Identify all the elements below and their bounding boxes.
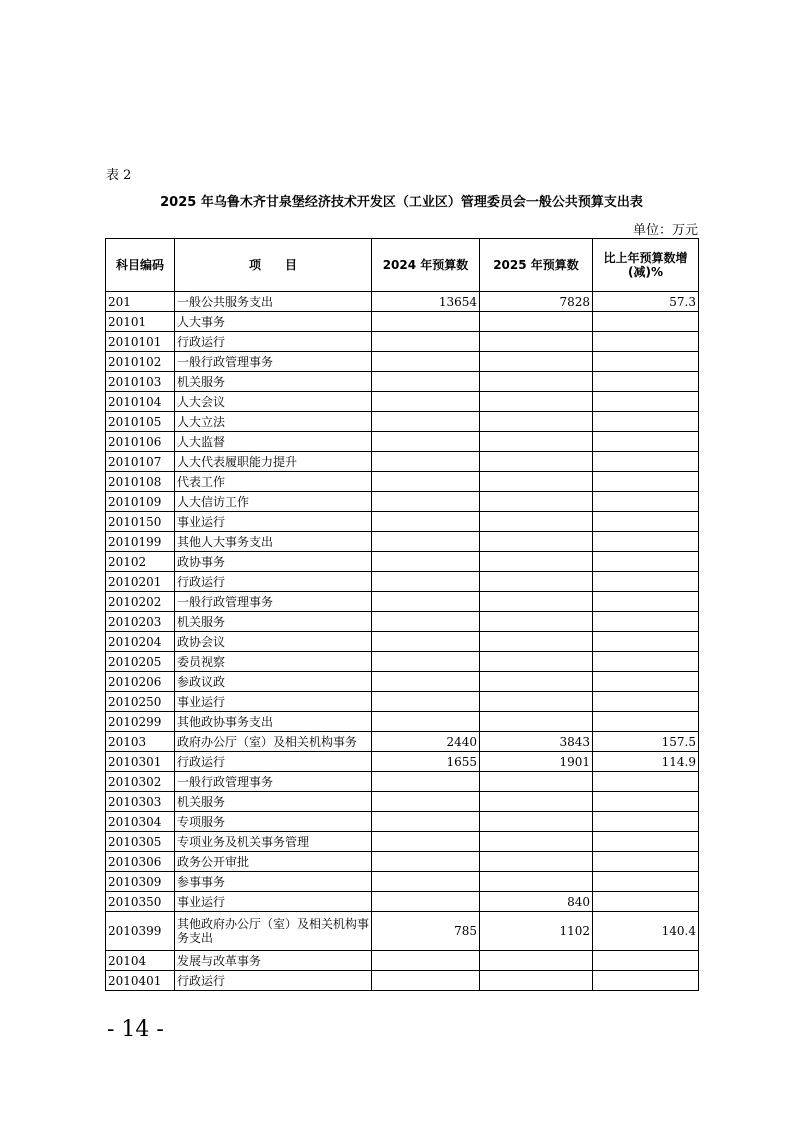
cell-change-percent	[593, 652, 699, 672]
cell-item-name: 事业运行	[175, 512, 372, 532]
table-row	[106, 971, 699, 991]
table-row	[106, 472, 699, 492]
cell-code: 2010101	[106, 332, 175, 352]
cell-item-name: 政协会议	[175, 632, 372, 652]
table-row	[106, 752, 699, 772]
cell-budget-2025	[480, 772, 593, 792]
table-header-row	[106, 239, 699, 292]
cell-item-name: 其他政府办公厅（室）及相关机构事务支出	[175, 912, 372, 951]
table-row	[106, 792, 699, 812]
cell-budget-2025	[480, 792, 593, 812]
cell-budget-2025	[480, 612, 593, 632]
cell-budget-2024	[372, 971, 480, 991]
cell-item-name: 委员视察	[175, 652, 372, 672]
cell-code: 2010108	[106, 472, 175, 492]
cell-item-name: 其他人大事务支出	[175, 532, 372, 552]
table-row	[106, 832, 699, 852]
cell-code: 2010203	[106, 612, 175, 632]
cell-change-percent	[593, 592, 699, 612]
cell-code: 2010250	[106, 692, 175, 712]
table-row	[106, 572, 699, 592]
cell-budget-2024	[372, 432, 480, 452]
cell-item-name: 其他政协事务支出	[175, 712, 372, 732]
cell-budget-2025	[480, 951, 593, 971]
cell-budget-2024: 13654	[372, 292, 480, 312]
budget-table	[105, 238, 699, 991]
cell-change-percent	[593, 832, 699, 852]
table-row	[106, 872, 699, 892]
cell-budget-2024	[372, 392, 480, 412]
cell-item-name: 一般行政管理事务	[175, 592, 372, 612]
cell-budget-2025	[480, 432, 593, 452]
cell-budget-2024	[372, 412, 480, 432]
table-row	[106, 951, 699, 971]
cell-budget-2025	[480, 512, 593, 532]
cell-item-name: 一般行政管理事务	[175, 772, 372, 792]
cell-change-percent	[593, 632, 699, 652]
cell-code: 2010206	[106, 672, 175, 692]
cell-change-percent	[593, 312, 699, 332]
table-row	[106, 392, 699, 412]
cell-change-percent	[593, 572, 699, 592]
cell-change-percent	[593, 392, 699, 412]
cell-budget-2025	[480, 712, 593, 732]
cell-budget-2025	[480, 372, 593, 392]
table-row	[106, 892, 699, 912]
cell-change-percent	[593, 492, 699, 512]
cell-change-percent: 114.9	[593, 752, 699, 772]
cell-code: 2010104	[106, 392, 175, 412]
cell-budget-2024	[372, 772, 480, 792]
cell-budget-2025	[480, 672, 593, 692]
cell-item-name: 一般公共服务支出	[175, 292, 372, 312]
cell-budget-2025	[480, 852, 593, 872]
cell-change-percent	[593, 552, 699, 572]
table-row	[106, 292, 699, 312]
page-number: - 14 -	[107, 1017, 164, 1042]
cell-item-name: 机关服务	[175, 372, 372, 392]
cell-budget-2025: 1901	[480, 752, 593, 772]
table-row	[106, 652, 699, 672]
cell-budget-2025	[480, 452, 593, 472]
table-row	[106, 712, 699, 732]
cell-code: 2010306	[106, 852, 175, 872]
table-row	[106, 732, 699, 752]
cell-budget-2024	[372, 552, 480, 572]
cell-change-percent	[593, 971, 699, 991]
cell-budget-2024	[372, 852, 480, 872]
cell-code: 2010202	[106, 592, 175, 612]
cell-budget-2024	[372, 532, 480, 552]
table-row	[106, 312, 699, 332]
cell-change-percent	[593, 472, 699, 492]
cell-change-percent	[593, 792, 699, 812]
cell-change-percent	[593, 512, 699, 532]
cell-budget-2024	[372, 872, 480, 892]
cell-budget-2025	[480, 492, 593, 512]
cell-code: 2010304	[106, 812, 175, 832]
cell-change-percent	[593, 951, 699, 971]
cell-code: 2010305	[106, 832, 175, 852]
cell-code: 2010303	[106, 792, 175, 812]
cell-code: 2010204	[106, 632, 175, 652]
cell-budget-2025: 3843	[480, 732, 593, 752]
cell-change-percent: 57.3	[593, 292, 699, 312]
table-row	[106, 612, 699, 632]
table-row	[106, 812, 699, 832]
cell-change-percent	[593, 712, 699, 732]
cell-item-name: 事业运行	[175, 692, 372, 712]
column-header-change-percent: 比上年预算数增(减)%	[593, 239, 699, 292]
cell-code: 20104	[106, 951, 175, 971]
cell-budget-2024	[372, 472, 480, 492]
cell-item-name: 机关服务	[175, 612, 372, 632]
table-row	[106, 412, 699, 432]
cell-budget-2024	[372, 332, 480, 352]
cell-code: 2010350	[106, 892, 175, 912]
cell-budget-2025	[480, 971, 593, 991]
column-header-item: 项 目	[175, 239, 372, 292]
cell-code: 2010301	[106, 752, 175, 772]
cell-code: 2010399	[106, 912, 175, 951]
cell-item-name: 机关服务	[175, 792, 372, 812]
cell-change-percent	[593, 812, 699, 832]
cell-code: 2010150	[106, 512, 175, 532]
cell-change-percent	[593, 452, 699, 472]
cell-code: 2010107	[106, 452, 175, 472]
cell-budget-2025	[480, 312, 593, 332]
cell-item-name: 参事事务	[175, 872, 372, 892]
cell-change-percent	[593, 372, 699, 392]
cell-budget-2024	[372, 672, 480, 692]
cell-budget-2025	[480, 572, 593, 592]
cell-change-percent	[593, 852, 699, 872]
table-row	[106, 912, 699, 951]
cell-budget-2024: 785	[372, 912, 480, 951]
cell-code: 2010105	[106, 412, 175, 432]
cell-budget-2024	[372, 652, 480, 672]
cell-code: 2010106	[106, 432, 175, 452]
cell-budget-2025	[480, 352, 593, 372]
table-row	[106, 772, 699, 792]
cell-budget-2024	[372, 492, 480, 512]
cell-budget-2024	[372, 632, 480, 652]
table-row	[106, 512, 699, 532]
table-row	[106, 592, 699, 612]
cell-budget-2024: 2440	[372, 732, 480, 752]
cell-budget-2024	[372, 372, 480, 392]
cell-budget-2024	[372, 792, 480, 812]
cell-budget-2025: 7828	[480, 292, 593, 312]
cell-code: 20103	[106, 732, 175, 752]
cell-budget-2025	[480, 692, 593, 712]
cell-change-percent	[593, 532, 699, 552]
cell-change-percent: 140.4	[593, 912, 699, 951]
cell-budget-2024	[372, 452, 480, 472]
table-row	[106, 852, 699, 872]
unit-label: 单位：万元	[632, 223, 698, 238]
cell-budget-2024	[372, 692, 480, 712]
cell-item-name: 专项业务及机关事务管理	[175, 832, 372, 852]
cell-item-name: 行政运行	[175, 572, 372, 592]
cell-budget-2024	[372, 512, 480, 532]
cell-code: 2010103	[106, 372, 175, 392]
cell-code: 201	[106, 292, 175, 312]
cell-change-percent	[593, 772, 699, 792]
cell-item-name: 人大信访工作	[175, 492, 372, 512]
cell-change-percent	[593, 412, 699, 432]
cell-budget-2024: 1655	[372, 752, 480, 772]
cell-item-name: 人大监督	[175, 432, 372, 452]
cell-code: 2010401	[106, 971, 175, 991]
cell-change-percent	[593, 892, 699, 912]
cell-item-name: 一般行政管理事务	[175, 352, 372, 372]
table-row	[106, 632, 699, 652]
table-row	[106, 432, 699, 452]
cell-item-name: 行政运行	[175, 332, 372, 352]
column-header-code: 科目编码	[106, 239, 175, 292]
cell-item-name: 参政议政	[175, 672, 372, 692]
table-row	[106, 352, 699, 372]
cell-item-name: 专项服务	[175, 812, 372, 832]
cell-code: 20101	[106, 312, 175, 332]
cell-change-percent: 157.5	[593, 732, 699, 752]
cell-item-name: 人大立法	[175, 412, 372, 432]
table-row	[106, 532, 699, 552]
cell-code: 2010299	[106, 712, 175, 732]
cell-budget-2025	[480, 392, 593, 412]
cell-code: 2010201	[106, 572, 175, 592]
cell-item-name: 政协事务	[175, 552, 372, 572]
cell-budget-2025	[480, 812, 593, 832]
column-header-budget-2025: 2025 年预算数	[480, 239, 593, 292]
document-title: 2025 年乌鲁木齐甘泉堡经济技术开发区（工业区）管理委员会一般公共预算支出表	[160, 195, 643, 210]
cell-budget-2025: 1102	[480, 912, 593, 951]
cell-item-name: 人大会议	[175, 392, 372, 412]
cell-budget-2025	[480, 532, 593, 552]
cell-budget-2024	[372, 892, 480, 912]
cell-item-name: 行政运行	[175, 971, 372, 991]
cell-change-percent	[593, 332, 699, 352]
cell-item-name: 人大事务	[175, 312, 372, 332]
table-body	[106, 292, 699, 991]
cell-change-percent	[593, 872, 699, 892]
cell-budget-2025: 840	[480, 892, 593, 912]
cell-budget-2024	[372, 832, 480, 852]
cell-change-percent	[593, 432, 699, 452]
cell-code: 2010302	[106, 772, 175, 792]
cell-change-percent	[593, 352, 699, 372]
cell-budget-2025	[480, 472, 593, 492]
cell-code: 2010205	[106, 652, 175, 672]
table-row	[106, 332, 699, 352]
cell-budget-2024	[372, 712, 480, 732]
cell-item-name: 人大代表履职能力提升	[175, 452, 372, 472]
cell-item-name: 事业运行	[175, 892, 372, 912]
cell-budget-2024	[372, 352, 480, 372]
cell-item-name: 政务公开审批	[175, 852, 372, 872]
table-row	[106, 372, 699, 392]
table-label: 表 2	[106, 168, 132, 183]
cell-budget-2024	[372, 612, 480, 632]
cell-code: 20102	[106, 552, 175, 572]
cell-budget-2024	[372, 572, 480, 592]
cell-code: 2010309	[106, 872, 175, 892]
table-row	[106, 452, 699, 472]
cell-budget-2025	[480, 832, 593, 852]
table-row	[106, 552, 699, 572]
cell-budget-2025	[480, 592, 593, 612]
cell-change-percent	[593, 672, 699, 692]
cell-budget-2025	[480, 332, 593, 352]
cell-item-name: 行政运行	[175, 752, 372, 772]
cell-budget-2024	[372, 312, 480, 332]
cell-budget-2024	[372, 592, 480, 612]
cell-item-name: 发展与改革事务	[175, 951, 372, 971]
cell-budget-2024	[372, 812, 480, 832]
cell-code: 2010199	[106, 532, 175, 552]
cell-budget-2025	[480, 872, 593, 892]
cell-budget-2025	[480, 632, 593, 652]
cell-budget-2025	[480, 412, 593, 432]
cell-change-percent	[593, 612, 699, 632]
cell-change-percent	[593, 692, 699, 712]
column-header-budget-2024: 2024 年预算数	[372, 239, 480, 292]
table-row	[106, 692, 699, 712]
cell-budget-2025	[480, 552, 593, 572]
cell-item-name: 政府办公厅（室）及相关机构事务	[175, 732, 372, 752]
cell-budget-2024	[372, 951, 480, 971]
cell-item-name: 代表工作	[175, 472, 372, 492]
cell-code: 2010109	[106, 492, 175, 512]
table-row	[106, 672, 699, 692]
table-row	[106, 492, 699, 512]
cell-code: 2010102	[106, 352, 175, 372]
cell-budget-2025	[480, 652, 593, 672]
